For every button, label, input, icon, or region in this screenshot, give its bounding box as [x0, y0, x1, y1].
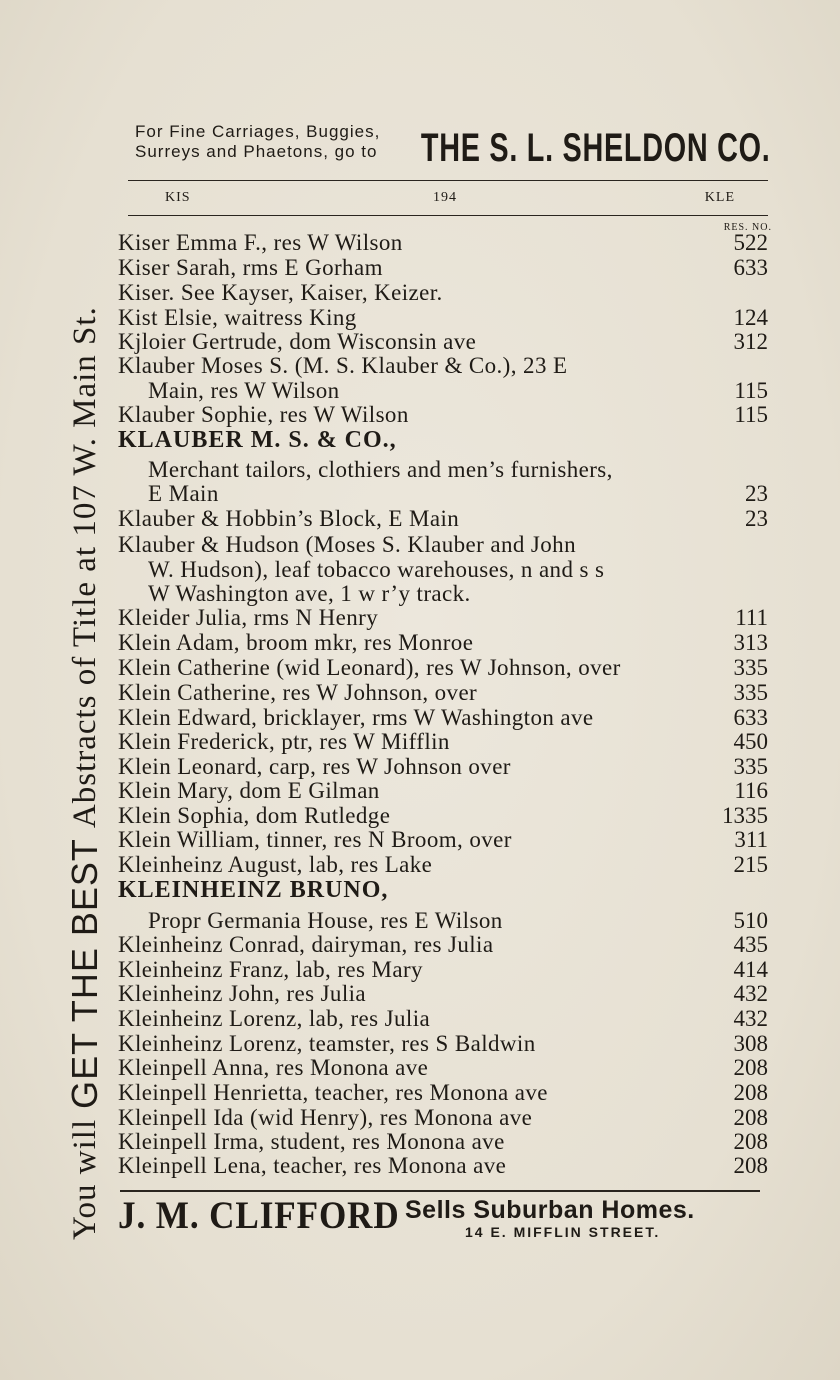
- list-item: [118, 329, 768, 354]
- list-item: [118, 729, 768, 754]
- entry-number: 23: [745, 506, 768, 531]
- side-ad-part3: Abstracts of Title at 107 W. Main St.: [66, 306, 103, 829]
- entry-text: W Washington ave, 1 w r’y track.: [148, 581, 471, 606]
- entry-text: Kleinpell Irma, student, res Monona ave: [118, 1129, 505, 1154]
- entry-text: Klauber Sophie, res W Wilson: [118, 402, 409, 427]
- entry-text: KLAUBER M. S. & CO.,: [118, 427, 397, 453]
- entry-text: Klauber & Hudson (Moses S. Klauber and John: [118, 532, 576, 557]
- list-item: [118, 1105, 768, 1130]
- header-ad-text: [135, 122, 380, 162]
- entry-text: Kiser Emma F., res W Wilson: [118, 230, 403, 255]
- running-head: [155, 190, 735, 210]
- entry-text: Klein Edward, bricklayer, rms W Washington ave: [118, 705, 594, 730]
- list-item: [118, 680, 768, 705]
- entry-number: 313: [733, 630, 768, 655]
- entry-number: 522: [733, 230, 768, 255]
- list-item: [118, 1129, 768, 1154]
- list-item: [118, 932, 768, 957]
- entry-number: 450: [733, 729, 768, 754]
- running-head-right: KLE: [704, 190, 735, 205]
- entry-number: 208: [733, 1105, 768, 1130]
- entry-text: Klein Adam, broom mkr, res Monroe: [118, 630, 474, 655]
- list-item: [118, 457, 768, 482]
- entry-text: Kiser. See Kayser, Kaiser, Keizer.: [118, 280, 443, 305]
- footer-ad-name: J. M. CLIFFORD: [118, 1194, 400, 1237]
- entry-text: W. Hudson), leaf tobacco warehouses, n and s s: [148, 557, 605, 582]
- entry-number: 111: [735, 605, 768, 630]
- list-item: [118, 803, 768, 828]
- header-ad-brand: THE S. L. SHELDON CO.: [420, 126, 770, 170]
- entry-text: Kleinpell Henrietta, teacher, res Monona ave: [118, 1080, 548, 1105]
- side-advertisement: [60, 110, 110, 1240]
- entry-text: Kleinheinz Franz, lab, res Mary: [118, 957, 423, 982]
- list-item: [118, 827, 768, 852]
- entry-text: Kleinheinz Lorenz, teamster, res S Baldwin: [118, 1031, 536, 1056]
- list-item: [118, 378, 768, 403]
- entry-text: Kleinheinz Conrad, dairyman, res Julia: [118, 932, 494, 957]
- running-head-left: KIS: [165, 190, 191, 205]
- entry-text: E Main: [148, 481, 219, 506]
- entry-text: Klein Leonard, carp, res W Johnson over: [118, 754, 511, 779]
- list-item: [118, 1080, 768, 1105]
- footer-ad-slogan: Sells Suburban Homes.: [405, 1196, 695, 1224]
- list-item: [118, 532, 768, 557]
- list-item: [118, 981, 768, 1006]
- entry-number: 311: [734, 827, 768, 852]
- entry-text: Kjloier Gertrude, dom Wisconsin ave: [118, 329, 477, 354]
- list-item: [118, 957, 768, 982]
- column-header-res-no: RES. NO.: [723, 222, 772, 233]
- list-item: [118, 1006, 768, 1031]
- entry-number: 115: [734, 402, 768, 427]
- entry-text: Kleinpell Anna, res Monona ave: [118, 1055, 429, 1080]
- entry-text: Klein Catherine (wid Leonard), res W Johnson, over: [118, 655, 621, 680]
- list-item: [118, 506, 768, 531]
- entry-number: 414: [733, 957, 768, 982]
- entry-text: Klein Frederick, ptr, res W Mifflin: [118, 729, 450, 754]
- entry-text: KLEINHEINZ BRUNO,: [118, 877, 389, 903]
- header-rule-bottom: [128, 215, 768, 216]
- list-item: [118, 908, 768, 933]
- entry-number: 208: [733, 1055, 768, 1080]
- list-item: [118, 402, 768, 427]
- list-item: [118, 557, 768, 582]
- entry-text: Propr Germania House, res E Wilson: [148, 908, 503, 933]
- list-item: [118, 754, 768, 779]
- entry-text: Klein William, tinner, res N Broom, over: [118, 827, 512, 852]
- entry-number: 335: [733, 754, 768, 779]
- entry-number: 432: [733, 1006, 768, 1031]
- entry-number: 510: [733, 908, 768, 933]
- entry-text: Klein Sophia, dom Rutledge: [118, 803, 391, 828]
- entry-number: 633: [733, 255, 768, 280]
- entry-text: Kleider Julia, rms N Henry: [118, 605, 379, 630]
- entry-text: Kleinheinz Lorenz, lab, res Julia: [118, 1006, 431, 1031]
- entry-number: 208: [733, 1153, 768, 1178]
- list-item: [118, 1031, 768, 1056]
- entry-number: 432: [733, 981, 768, 1006]
- footer-ad-address: 14 E. MIFFLIN STREET.: [465, 1224, 661, 1240]
- entry-number: 115: [734, 378, 768, 403]
- entry-number: 312: [733, 329, 768, 354]
- list-item: [118, 630, 768, 655]
- entry-number: 208: [733, 1129, 768, 1154]
- list-item: [118, 581, 768, 606]
- entry-number: 1335: [722, 803, 768, 828]
- entry-text: Klein Catherine, res W Johnson, over: [118, 680, 478, 705]
- entry-text: Klein Mary, dom E Gilman: [118, 778, 380, 803]
- entry-text: Kleinpell Ida (wid Henry), res Monona ave: [118, 1105, 533, 1130]
- footer-rule: [120, 1190, 760, 1192]
- entry-number: 23: [745, 481, 768, 506]
- list-item: [118, 230, 768, 255]
- entry-number: 308: [733, 1031, 768, 1056]
- entry-text: Klauber Moses S. (M. S. Klauber & Co.), 23 E: [118, 353, 568, 378]
- header-advertisement: [135, 122, 770, 172]
- entry-text: Main, res W Wilson: [148, 378, 340, 403]
- side-ad-part1: You will: [66, 1118, 103, 1240]
- entry-number: 124: [733, 305, 768, 330]
- entry-text: Merchant tailors, clothiers and men’s furnishers,: [148, 457, 613, 482]
- entry-number: 215: [733, 852, 768, 877]
- list-item: [118, 655, 768, 680]
- list-item: [118, 305, 768, 330]
- firm-heading: [118, 878, 768, 903]
- entry-text: Kleinpell Lena, teacher, res Monona ave: [118, 1153, 507, 1178]
- entry-text: Kiser Sarah, rms E Gorham: [118, 255, 383, 280]
- entry-number: 335: [733, 655, 768, 680]
- list-item: [118, 852, 768, 877]
- header-ad-line1: For Fine Carriages, Buggies,: [135, 122, 381, 141]
- header-ad-line2: Surreys and Phaetons, go to: [135, 142, 378, 161]
- entry-number: 435: [733, 932, 768, 957]
- entry-number: 633: [733, 705, 768, 730]
- entry-text: Kist Elsie, waitress King: [118, 305, 357, 330]
- list-item: [118, 280, 768, 305]
- list-item: [118, 353, 768, 378]
- list-item: [118, 1055, 768, 1080]
- firm-heading: [118, 428, 768, 453]
- entry-number: 335: [733, 680, 768, 705]
- entry-text: Klauber & Hobbin’s Block, E Main: [118, 506, 460, 531]
- header-rule-top: [128, 180, 768, 181]
- entry-number: 116: [734, 778, 768, 803]
- entry-number: 208: [733, 1080, 768, 1105]
- list-item: [118, 605, 768, 630]
- list-item: [118, 705, 768, 730]
- list-item: [118, 481, 768, 506]
- list-item: [118, 778, 768, 803]
- list-item: [118, 255, 768, 280]
- entry-text: Kleinheinz John, res Julia: [118, 981, 367, 1006]
- side-ad-part2: GET THE BEST: [64, 838, 105, 1109]
- list-item: [118, 1153, 768, 1178]
- entry-text: Kleinheinz August, lab, res Lake: [118, 852, 433, 877]
- page-number: 194: [433, 190, 457, 205]
